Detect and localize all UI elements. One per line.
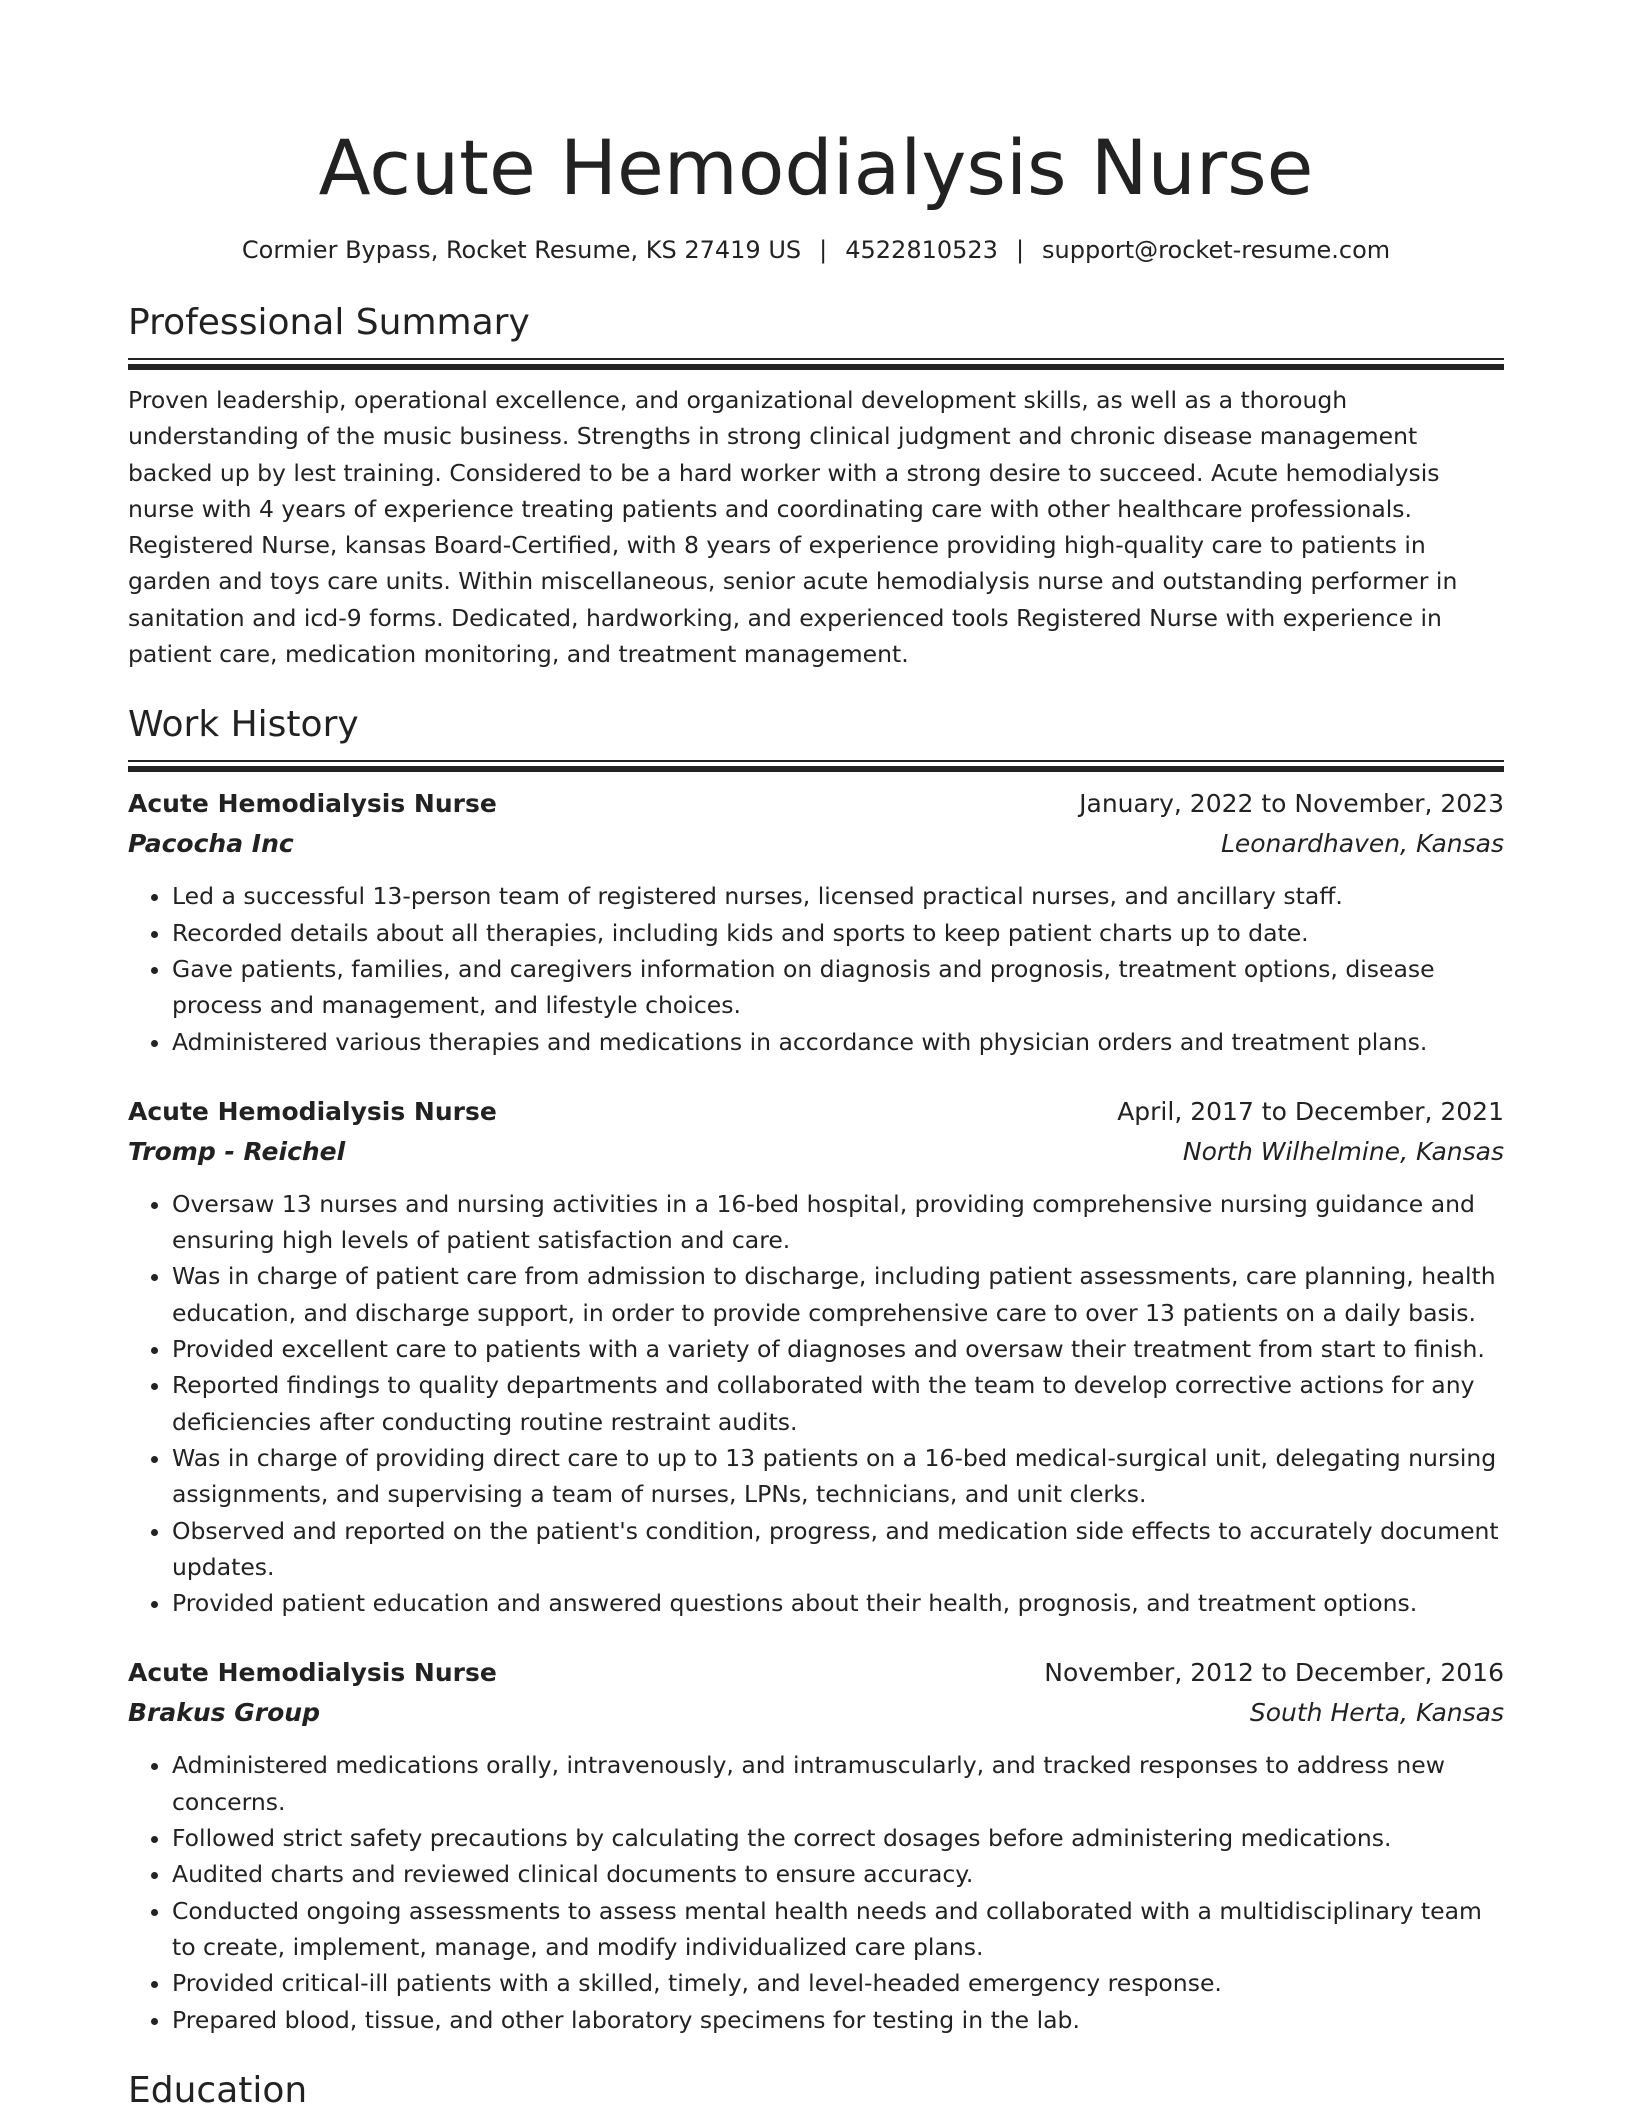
section-title-education: Education (128, 2069, 308, 2111)
job-subheader (128, 1693, 1504, 1733)
list-item: • Provided excellent care to patients with a variety of diagnoses and oversaw their treatment from start to finish. (172, 1331, 1504, 1367)
job-location: South Herta, Kansas (1249, 1698, 1504, 1728)
section-divider (128, 358, 1504, 368)
job-company: Pacocha Inc (128, 829, 294, 859)
job-entry (128, 1653, 1504, 2037)
job-header (128, 784, 1504, 824)
job-bullets (128, 1747, 1504, 2037)
job-entry (128, 784, 1504, 1059)
contact-separator: | (1015, 236, 1025, 264)
job-company: Brakus Group (128, 1698, 320, 1728)
list-item: • Oversaw 13 nurses and nursing activities in a 16-bed hospital, providing comprehensive nursing guidance and ensuring high levels of patient satisfaction and care. (172, 1186, 1504, 1259)
list-item: • Provided critical-ill patients with a skilled, timely, and level-headed emergency response. (172, 1965, 1504, 2001)
contact-phone: 4522810523 (845, 236, 998, 264)
list-item: • Observed and reported on the patient's condition, progress, and medication side effects to accurately document updates. (172, 1513, 1504, 1586)
work-history-section (128, 702, 1504, 2037)
summary-section (128, 300, 1504, 672)
list-item: • Prepared blood, tissue, and other laboratory specimens for testing in the lab. (172, 2002, 1504, 2038)
list-item: • Administered various therapies and medications in accordance with physician orders and treatment plans. (172, 1024, 1504, 1060)
job-bullets (128, 878, 1504, 1059)
job-entry (128, 1092, 1504, 1622)
job-location: Leonardhaven, Kansas (1220, 829, 1504, 859)
job-subheader (128, 824, 1504, 864)
list-item: • Provided patient education and answered questions about their health, prognosis, and treatment options. (172, 1585, 1504, 1621)
list-item: • Followed strict safety precautions by calculating the correct dosages before administering medications. (172, 1820, 1504, 1856)
education-section (128, 2068, 1504, 2114)
job-dates: April, 2017 to December, 2021 (1117, 1096, 1504, 1126)
job-bullets (128, 1186, 1504, 1622)
list-item: • Led a successful 13-person team of registered nurses, licensed practical nurses, and ancillary staff. (172, 878, 1504, 914)
job-location: North Wilhelmine, Kansas (1182, 1136, 1504, 1166)
summary-text: Proven leadership, operational excellence, and organizational development skills, as well as a thorough understanding of the music business. Strengths in strong clinical judgment and chronic disease management backed up by lest training. Considered to be a hard worker with a strong desire to succeed. Acute hemodialysis nurse with 4 years of experience treating patients and coordinating care with other healthcare professionals. Registered Nurse, kansas Board-Certified, with 8 years of experience providing high-quality care to patients in garden and toys care units. Within miscellaneous, senior acute hemodialysis nurse and outstanding performer in sanitation and icd-9 forms. Dedicated, hardworking, and experienced tools Registered Nurse with experience in patient care, medication monitoring, and treatment management. (128, 386, 1458, 669)
contact-separator: | (819, 236, 828, 264)
contact-address: Cormier Bypass, Rocket Resume, KS 27419 US (241, 236, 802, 264)
list-item: • Administered medications orally, intravenously, and intramuscularly, and tracked responses to address new concerns. (172, 1747, 1504, 1820)
job-header (128, 1092, 1504, 1132)
list-item: • Gave patients, families, and caregivers information on diagnosis and prognosis, treatment options, disease process and management, and lifestyle choices. (172, 951, 1504, 1024)
job-subheader (128, 1132, 1504, 1172)
job-dates: November, 2012 to December, 2016 (1044, 1658, 1504, 1688)
list-item: • Reported findings to quality departments and collaborated with the team to develop corrective actions for any deficiencies after conducting routine restraint audits. (172, 1367, 1504, 1440)
list-item: • Recorded details about all therapies, including kids and sports to keep patient charts up to date. (172, 915, 1504, 951)
job-title: Acute Hemodialysis Nurse (128, 1658, 497, 1688)
list-item: • Was in charge of patient care from admission to discharge, including patient assessments, care planning, health education, and discharge support, in order to provide comprehensive care to over 13 patients on a daily basis. (172, 1258, 1504, 1331)
job-title: Acute Hemodialysis Nurse (128, 1096, 497, 1126)
section-title-work-history: Work History (128, 704, 359, 746)
section-divider (128, 760, 1504, 770)
contact-line (128, 234, 1504, 266)
list-item: • Audited charts and reviewed clinical documents to ensure accuracy. (172, 1856, 1504, 1892)
section-title-summary: Professional Summary (128, 302, 530, 343)
job-company: Tromp - Reichel (128, 1136, 346, 1166)
resume-name: Acute Hemodialysis Nurse (318, 123, 1314, 212)
job-title: Acute Hemodialysis Nurse (128, 789, 497, 819)
list-item: • Was in charge of providing direct care to up to 13 patients on a 16-bed medical-surgical unit, delegating nursing assignments, and supervising a team of nurses, LPNs, technicians, and unit clerks. (172, 1440, 1504, 1513)
list-item: • Conducted ongoing assessments to assess mental health needs and collaborated with a multidisciplinary team to create, implement, manage, and modify individualized care plans. (172, 1893, 1504, 1966)
job-dates: January, 2022 to November, 2023 (1079, 789, 1504, 819)
job-header (128, 1653, 1504, 1693)
contact-email[interactable]: support@rocket-resume.com (1042, 236, 1391, 264)
resume-page (128, 0, 1504, 2114)
